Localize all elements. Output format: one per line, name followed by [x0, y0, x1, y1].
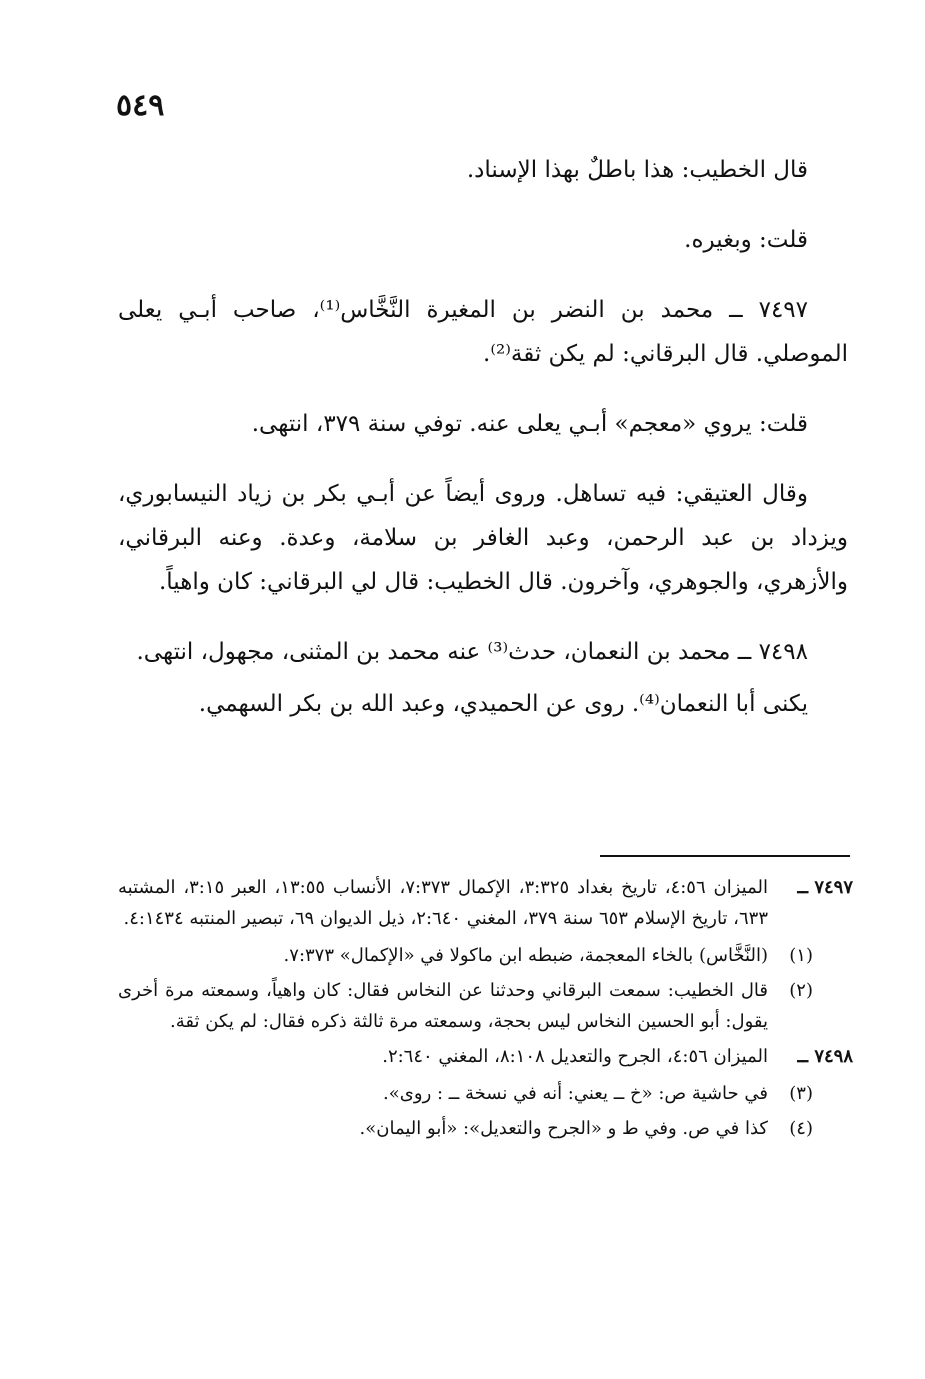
footnote-entry-number: ٧٤٩٧ ــ — [797, 877, 853, 898]
paragraph: قال الخطيب: هذا باطلٌ بهذا الإسناد. — [466, 157, 808, 183]
paragraph: وقال العتيقي: فيه تساهل. وروى أيضاً عن أبـي بكر بن زياد النيسابوري، ويزداد بن عبد الرحمن، وعبد الغافر بن سلامة، وعدة. وعنه البرقاني، والأزهري، والجوهري، وآخرون. قال الخطيب: قال لي البرقاني: كان واهياً. — [118, 481, 848, 595]
footnote-1 — [118, 940, 853, 971]
footnote-divider — [600, 855, 850, 857]
footnote-entry-number: ٧٤٩٨ ــ — [797, 1046, 853, 1067]
footnote-source-7498 — [118, 1041, 853, 1072]
footnote-text: في حاشية ص: «خ ــ يعني: أنه في نسخة ــ : روى». — [383, 1083, 768, 1104]
footnote-4 — [118, 1113, 853, 1144]
footnote-mark: (٣) — [789, 1083, 813, 1104]
entry-7497: ٧٤٩٧ ــ محمد بن النضر بن المغيرة النَّخَّاس⁽¹⁾، صاحب أبـي يعلى الموصلي. قال البرقاني: لم يكن ثقة⁽²⁾. — [118, 297, 848, 367]
footnote-mark: (٤) — [789, 1118, 813, 1139]
footnote-source-7497 — [118, 872, 853, 934]
footnote-source-text: الميزان ٤:٥٦، تاريخ بغداد ٣:٣٢٥، الإكمال ٧:٣٧٣، الأنساب ١٣:٥٥، العبر ٣:١٥، المشتبه ٦٣٣، تاريخ الإسلام ٦٥٣ سنة ٣٧٩، المغني ٢:٦٤٠، ذيل الديوان ٦٩، تبصير المنتبه ٤:١٤٣٤. — [118, 877, 768, 929]
footnote-source-text: الميزان ٤:٥٦، الجرح والتعديل ٨:١٠٨، المغني ٢:٦٤٠. — [382, 1046, 768, 1067]
footnotes — [118, 872, 853, 1148]
footnote-2 — [118, 975, 853, 1037]
footnote-text: قال الخطيب: سمعت البرقاني وحدثنا عن النخاس فقال: كان واهياً، وسمعته مرة أخرى يقول: أبو الحسين النخاس ليس بحجة، وسمعته مرة ثالثة ذكره فقال: لم يكن ثقة. — [118, 980, 768, 1032]
paragraph: قلت: وبغيره. — [684, 227, 808, 253]
paragraph: قلت: يروي «معجم» أبـي يعلى عنه. توفي سنة ٣٧٩، انتهى. — [251, 411, 808, 437]
main-text — [118, 148, 848, 752]
footnote-mark: (١) — [789, 945, 813, 966]
page-number: ٥٤٩ — [116, 88, 165, 123]
footnote-text: كذا في ص. وفي ط و «الجرح والتعديل»: «أبو اليمان». — [359, 1118, 768, 1139]
paragraph: يكنى أبا النعمان⁽⁴⁾. روى عن الحميدي، وعبد الله بن بكر السهمي. — [198, 691, 808, 717]
footnote-mark: (٢) — [789, 980, 813, 1001]
entry-7498: ٧٤٩٨ ــ محمد بن النعمان، حدث⁽³⁾ عنه محمد بن المثنى، مجهول، انتهى. — [136, 639, 808, 665]
footnote-3 — [118, 1078, 853, 1109]
footnote-text: (النَّخَّاس) بالخاء المعجمة، ضبطه ابن ماكولا في «الإكمال» ٧:٣٧٣. — [283, 945, 768, 966]
